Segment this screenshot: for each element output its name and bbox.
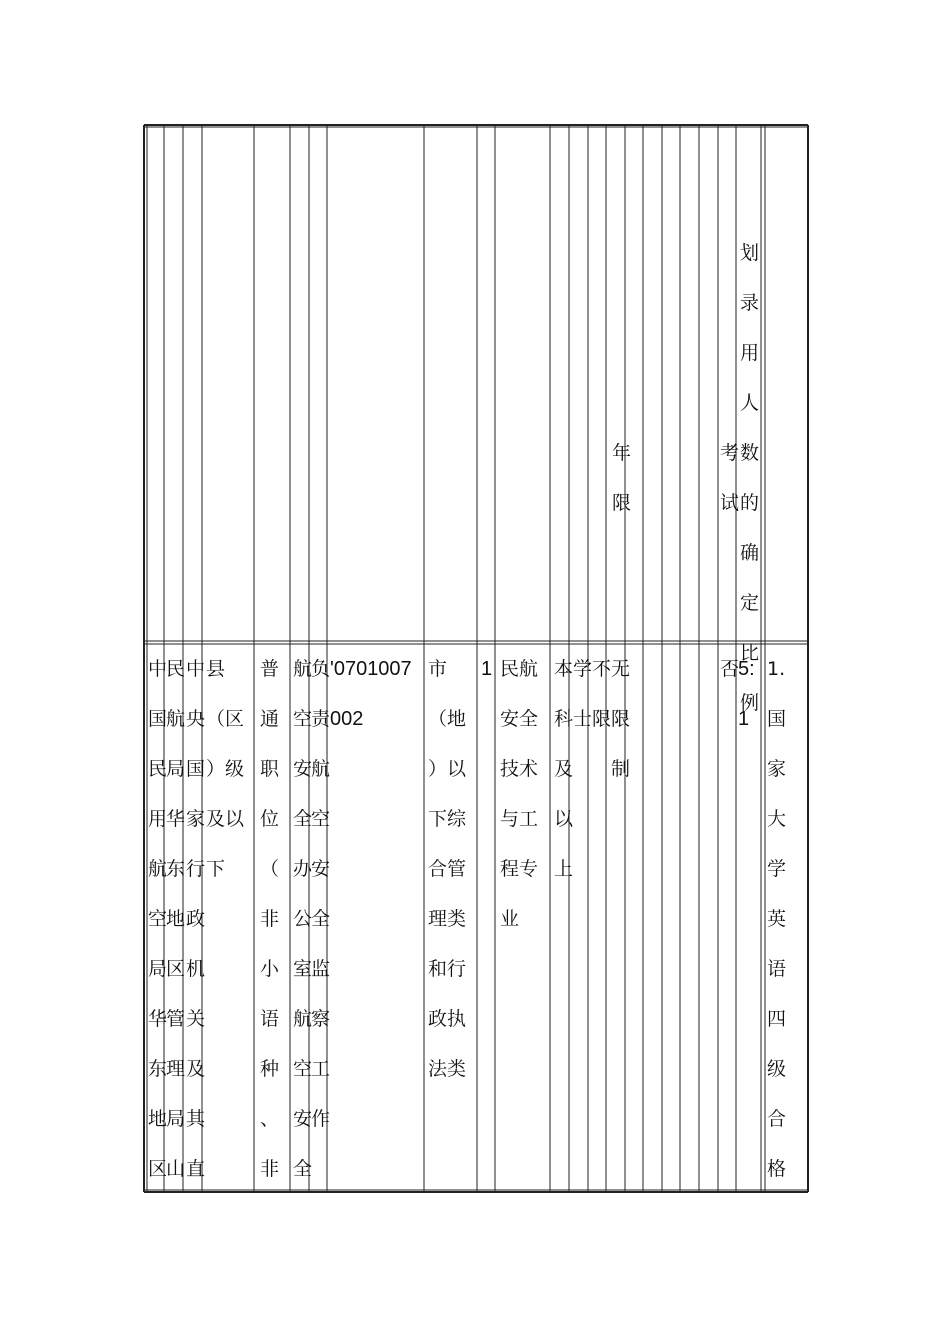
- cell-employer: 民 航 局 华 东 地 区 管 理 局 山: [166, 658, 186, 1180]
- cell-ratio: 5: 1: [738, 658, 755, 730]
- cell-position-code: '0701007 002: [330, 658, 412, 730]
- cell-other-conditions: 1. 国 家 大 学 英 语 四 级 合 格: [767, 658, 787, 1180]
- cell-position-desc: 负 责 航 空 安 全 监 察 工 作: [311, 658, 331, 1130]
- cell-grassroots-years: 无 限 制: [611, 658, 631, 780]
- header-kaoshi: 考 试: [720, 442, 740, 514]
- header-nianxian: 年 限: [612, 442, 632, 514]
- cell-position-attr: 普 通 职 位 （ 非 小 语 种 、 非: [260, 658, 280, 1180]
- cell-exam-category: 市 （地 ）以 下综 合管 理类 和行 政执 法类: [428, 658, 467, 1080]
- cell-department: 中 国 民 用 航 空 局 华 东 地 区: [148, 658, 168, 1180]
- cell-major: 民航 安全 技术 与工 程专 业: [500, 658, 539, 930]
- cell-professional-exam: 否: [720, 658, 740, 680]
- cell-degree: 学 士: [573, 658, 593, 730]
- cell-position-name: 航 空 安 全 办 公 室 航 空 安 全: [293, 658, 313, 1180]
- cell-headcount: 1: [481, 658, 493, 680]
- cell-level: 县 （区 ）级 及以 下: [206, 658, 245, 880]
- cell-political-status: 不 限: [592, 658, 612, 730]
- header-ratio: 划 录 用 人 数 的 确 定 比 例: [740, 242, 760, 714]
- cell-education: 本 科 及 以 上: [554, 658, 574, 880]
- cell-agency-type: 中 央 国 家 行 政 机 关 及 其 直: [186, 658, 206, 1180]
